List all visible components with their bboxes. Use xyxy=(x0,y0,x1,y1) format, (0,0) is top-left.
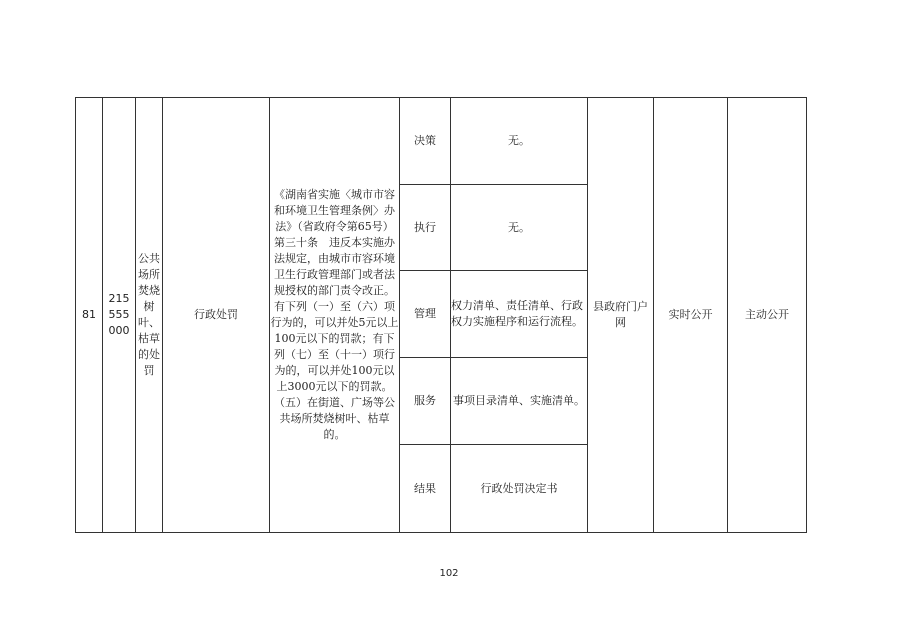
disclosure-method: 主动公开 xyxy=(728,98,807,533)
stage-content: 无。 xyxy=(451,185,588,271)
legal-basis-text: 《湖南省实施〈城市市容和环境卫生管理条例〉办法》（省政府令第65号）第三十条 违反本实施办法规定，由城市市容环境卫生行政管理部门或者法规授权的部门责令改正。有下列（一）至（六）项行为的，可以并处5元以上100元以下的罚款；有下列（七）至（十一）项行为的，可以并处100元以上3000元以下的罚款。（五）在街道、广场等公共场所焚烧树叶、枯草的。 xyxy=(270,188,399,441)
item-code-text: 215555000 xyxy=(108,292,130,337)
stage-name: 结果 xyxy=(400,445,451,533)
stage-content: 权力清单、责任清单、行政权力实施程序和运行流程。 xyxy=(451,271,588,358)
disclosure-table xyxy=(75,97,807,533)
disclosure-channel: 县政府门户网 xyxy=(588,98,654,533)
item-name xyxy=(136,98,163,533)
row-number: 81 xyxy=(76,98,103,533)
stage-name: 管理 xyxy=(400,271,451,358)
legal-basis xyxy=(270,98,400,533)
stage-name: 服务 xyxy=(400,358,451,445)
stage-name: 决策 xyxy=(400,98,451,185)
disclosure-timing: 实时公开 xyxy=(654,98,728,533)
item-name-text: 公共场所焚烧树叶、枯草的处罚 xyxy=(138,252,160,377)
page-number: 102 xyxy=(439,568,459,579)
stage-content: 行政处罚决定书 xyxy=(451,445,588,533)
stage-content: 事项目录清单、实施清单。 xyxy=(451,358,588,445)
item-category: 行政处罚 xyxy=(163,98,270,533)
stage-name: 执行 xyxy=(400,185,451,271)
item-code xyxy=(103,98,136,533)
stage-content: 无。 xyxy=(451,98,588,185)
